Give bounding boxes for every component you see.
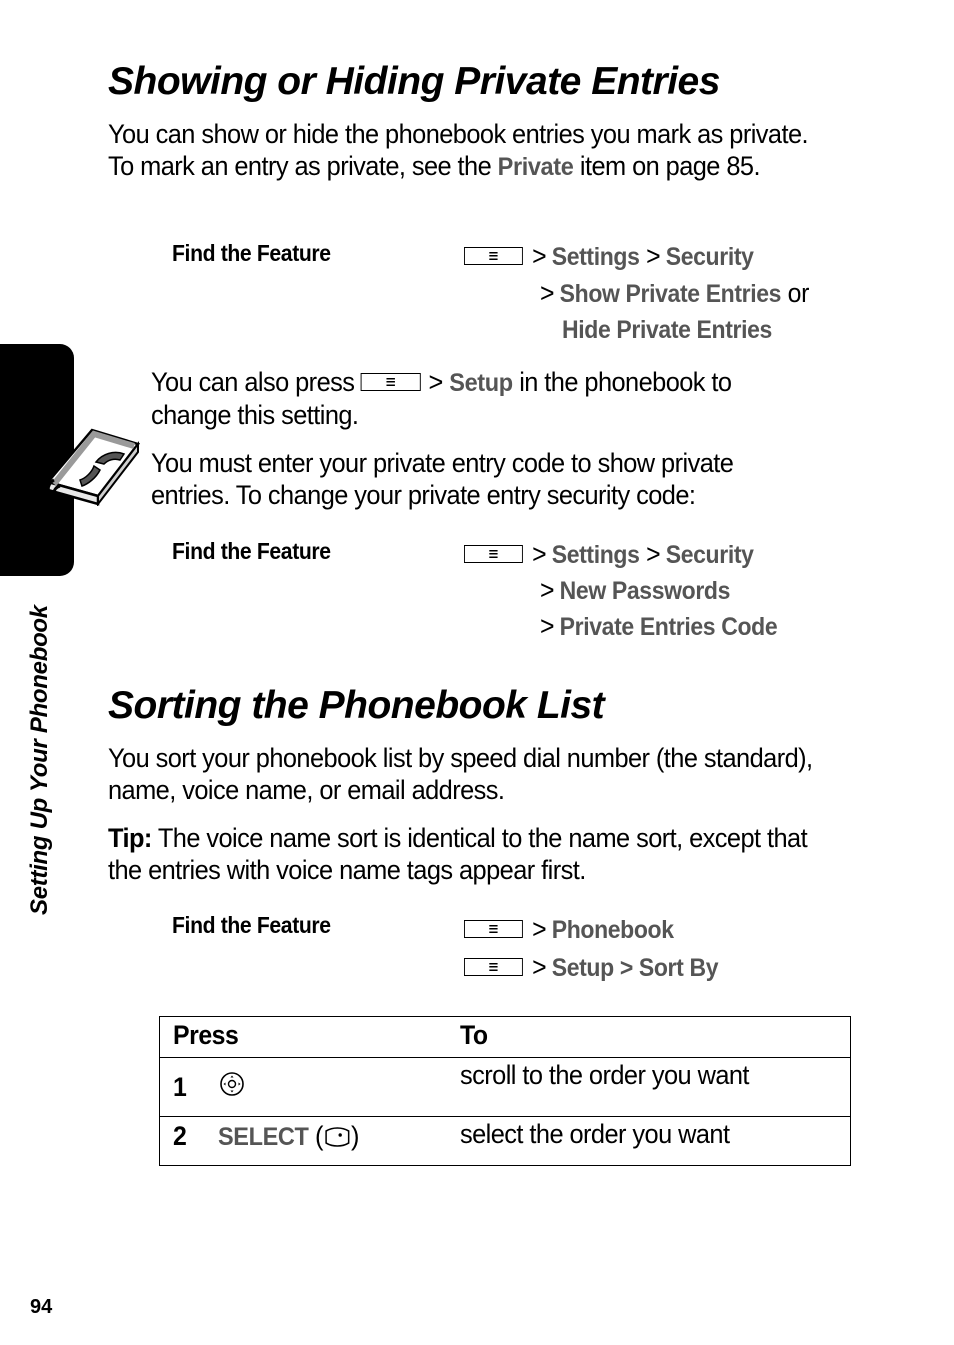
menu-show-private-entries: Show Private Entries [559,280,782,308]
navigation-key-icon [218,1070,246,1098]
menu-private-entries-code: Private Entries Code [559,613,778,641]
menu-settings: Settings [551,541,640,569]
paren-open: ( [314,1121,323,1151]
find-feature-label: Find the Feature [172,538,331,564]
menu-key-icon [464,247,523,265]
find-feature-label: Find the Feature [172,912,331,938]
setup-tip [151,366,809,431]
path-separator: > [540,278,555,308]
setup-tip-text-end: in the phonebook to change this setting. [151,367,732,430]
path-separator: > [532,914,547,944]
path-separator: > [532,241,547,271]
step-number: 1 [173,1072,187,1102]
path-separator: > [532,952,547,982]
menu-settings: Settings [551,243,640,271]
feature-path-line [540,608,777,644]
path-separator: > [428,367,443,397]
phonebook-icon [40,420,144,506]
intro-text: You can show or hide the phonebook entries you mark as private. To mark an entry as private, see the [108,119,809,181]
feature-path-line [464,536,754,572]
right-soft-key-icon [323,1126,351,1148]
path-separator: > [646,539,661,569]
menu-security: Security [665,541,754,569]
select-key-label: SELECT [218,1123,309,1151]
setup-tip-text: You can also press [151,367,361,397]
menu-security: Security [665,243,754,271]
section-title-private-entries: Showing or Hiding Private Entries [108,60,720,103]
path-separator: > [532,539,547,569]
private-code-tip: You must enter your private entry code to show private entries. To change your private entry security code: [151,448,734,510]
feature-path-line [540,572,730,608]
select-key-ref [218,1121,359,1152]
table-action: scroll to the order you want [460,1060,749,1090]
table-header-row [160,1017,850,1057]
feature-path-line [464,238,754,274]
find-feature-label: Find the Feature [172,240,331,266]
private-term: Private [497,153,574,181]
feature-path-line [464,911,674,947]
sorting-intro: You sort your phonebook list by speed dial number (the standard), name, voice name, or email address. [108,743,813,805]
menu-key-icon [464,958,523,976]
section-title-sorting: Sorting the Phonebook List [108,684,605,727]
feature-path-line [540,275,809,311]
table-row [160,1057,850,1117]
tip-text: The voice name sort is identical to the name sort, except that the entries with voice name tags appear first. [108,823,808,885]
tip-label: Tip: [108,823,152,853]
paren-close: ) [351,1121,359,1151]
menu-key-icon [464,920,523,938]
feature-path-line [562,311,772,347]
menu-setup-sort-by: Setup > Sort By [551,954,719,982]
step-number: 2 [173,1121,187,1151]
table-action: select the order you want [460,1119,730,1149]
path-separator: > [646,241,661,271]
menu-key-icon [464,545,523,563]
menu-hide-private-entries: Hide Private Entries [562,316,772,344]
table-row [160,1116,850,1165]
page-number: 94 [30,1296,53,1318]
intro-text-end: item on page 85. [573,151,760,181]
private-entries-intro [108,118,822,183]
col-press-header: Press [173,1020,239,1050]
menu-key-icon [361,373,421,391]
sorting-tip [108,822,832,886]
menu-new-passwords: New Passwords [559,577,731,605]
feature-path-line [464,949,718,985]
press-to-table [159,1016,851,1166]
path-separator: > [540,575,555,605]
setup-term: Setup [449,369,513,397]
sidebar-label: Setting Up Your Phonebook [26,605,53,915]
menu-phonebook: Phonebook [551,916,674,944]
col-to-header: To [460,1020,488,1050]
or-text: or [787,278,810,308]
path-separator: > [540,611,555,641]
